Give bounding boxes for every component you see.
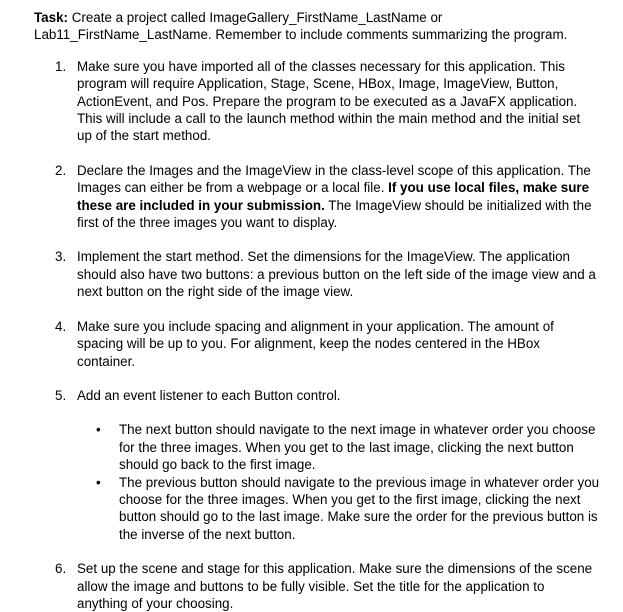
bullet-text: The previous button should navigate to the previous image in whatever order you choose for the three images. When you get to the first image, clicking the next button should go to the last image. Make sure the order for the previous button is the inverse of the next button. — [119, 474, 600, 542]
task-label: Task: — [34, 10, 68, 25]
bullet-text: The next button should navigate to the next image in whatever order you choose for the three images. When you get to the last image, clicking the next button should go back to the first image. — [119, 422, 596, 473]
item-text-bold: If you use local files, make sure these are included in your submission. — [77, 180, 590, 213]
list-item — [0, 162, 597, 232]
task-text: Create a project called ImageGallery_FirstName_LastName or Lab11_FirstName_LastName. Remember to include comments summarizing the program. — [34, 10, 568, 43]
item-number: 3. — [55, 249, 67, 265]
item-text: The ImageView should be initialized with the first of the three images you want to display. — [77, 197, 592, 231]
item-number: 2. — [55, 162, 67, 178]
item-number: 6. — [55, 561, 67, 577]
item-text: Make sure you have imported all of the classes necessary for this application. This program will require Application, Stage, Scene, HBox, Image, ImageView, Button, ActionEvent, and Pos. Prepare the program to be executed as a JavaFX application. This will include a call to the launch method within the main method and the initial set up of the start method. — [77, 58, 581, 144]
list-item — [0, 560, 597, 612]
list-item — [0, 318, 597, 370]
item-text: Make sure you include spacing and alignment in your application. The amount of spacing will be up to you. For alignment, keep the nodes centered in the HBox container. — [77, 318, 554, 369]
item-text: Declare the Images and the ImageView in the class-level scope of this application. The Images can either be from a webpage or a local file. — [77, 162, 591, 196]
bullet-list — [77, 421, 600, 543]
item-text: Set up the scene and stage for this application. Make sure the dimensions of the scene allow the image and buttons to be fully visible. Set the title for the application to anything of your choosing. — [77, 561, 593, 611]
bullet-icon: • — [96, 474, 101, 490]
item-number: 1. — [55, 58, 67, 74]
item-text: Implement the start method. Set the dimensions for the ImageView. The application should also have two buttons: a previous button on the left side of the image view and a next button on the right side of the image view. — [77, 249, 596, 300]
list-item — [0, 248, 597, 300]
list-item — [0, 58, 597, 145]
item-number: 5. — [55, 387, 67, 403]
item-number: 4. — [55, 318, 67, 334]
bullet-item — [77, 474, 603, 544]
bullet-item — [77, 421, 603, 473]
item-text: Add an event listener to each Button control. — [77, 387, 341, 403]
task-paragraph — [34, 9, 594, 44]
instruction-list — [0, 58, 623, 612]
bullet-icon: • — [96, 422, 101, 438]
list-item — [0, 387, 600, 543]
